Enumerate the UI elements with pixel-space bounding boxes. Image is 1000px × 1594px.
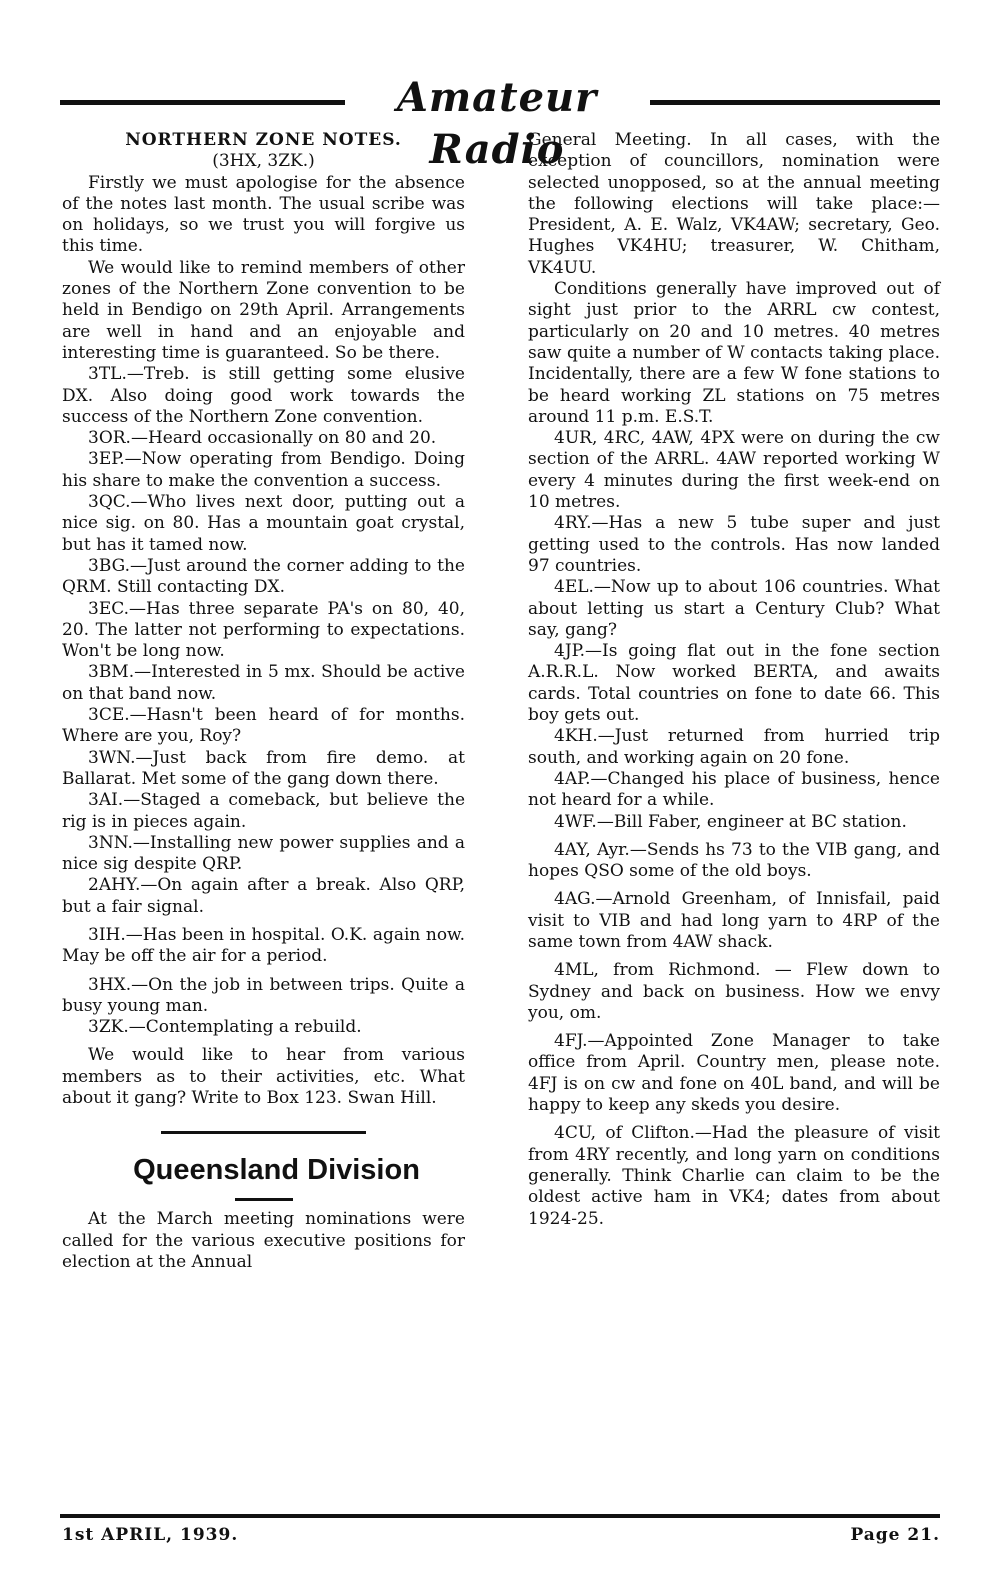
- paragraph: 4AP.—Changed his place of business, hence not heard for a while.: [528, 768, 940, 811]
- masthead-title: Amateur Radio: [396, 74, 598, 173]
- left-column: [62, 130, 465, 1273]
- paragraph: 4FJ.—Appointed Zone Manager to take office from April. Country men, please note. 4FJ is on cw and fone on 40L band, and will be happy to keep any skeds you desire.: [528, 1031, 940, 1116]
- paragraph: Firstly we must apologise for the absence of the notes last month. The usual scribe was on holidays, so we trust you will forgive us this time.: [62, 172, 465, 257]
- paragraph: 3ZK.—Contemplating a rebuild.: [88, 1017, 362, 1038]
- paragraph: 3QC.—Who lives next door, putting out a nice sig. on 80. Has a mountain goat crystal, but has it tamed now.: [62, 492, 465, 555]
- section-heading: NORTHERN ZONE NOTES.: [125, 130, 402, 150]
- paragraph: At the March meeting nominations were called for the various executive positions for election at the Annual: [62, 1209, 465, 1272]
- paragraph: 4UR, 4RC, 4AW, 4PX were on during the cw section of the ARRL. 4AW reported working W every 4 minutes during the first week-end on 10 metres.: [528, 428, 940, 513]
- paragraph: 4KH.—Just returned from hurried trip south, and working again on 20 fone.: [528, 726, 940, 768]
- footer-date: 1st APRIL, 1939.: [62, 1525, 239, 1545]
- paragraph: General Meeting. In all cases, with the exception of councillors, nomination were selected unopposed, so at the annual meeting the following elections will take place:—President, A. E. Walz, VK4AW; secretary, Geo. Hughes VK4HU; treasurer, W. Chitham, VK4UU.: [528, 130, 940, 278]
- paragraph: 4JP.—Is going flat out in the fone section A.R.R.L. Now worked BERTA, and awaits cards. Total countries on fone to date 66. This boy gets out.: [528, 641, 940, 726]
- paragraph: 3EC.—Has three separate PA's on 80, 40, 20. The latter not performing to expectations. Won't be long now.: [62, 598, 465, 662]
- paragraph: 4RY.—Has a new 5 tube super and just getting used to the controls. Has now landed 97 countries.: [528, 513, 940, 576]
- paragraph: 4WF.—Bill Faber, engineer at BC station.: [554, 811, 907, 832]
- right-column: [528, 130, 940, 1230]
- paragraph: 4EL.—Now up to about 106 countries. What about letting us start a Century Club? What say, gang?: [528, 577, 940, 640]
- paragraph: 3BG.—Just around the corner adding to the QRM. Still contacting DX.: [62, 555, 465, 598]
- masthead-rule-right: [650, 100, 940, 105]
- paragraph: 3EP.—Now operating from Bendigo. Doing his share to make the convention a success.: [62, 449, 465, 491]
- paragraph: Conditions generally have improved out of sight just prior to the ARRL cw contest, particularly on 20 and 10 metres. 40 metres saw quite a number of W contacts taking place. Incidentally, there are a few W fone stations to be heard working ZL stations on 75 metres around 11 p.m. E.S.T.: [528, 279, 940, 427]
- paragraph: 3TL.—Treb. is still getting some elusive DX. Also doing good work towards the success of the Northern Zone convention.: [62, 364, 465, 427]
- paragraph: 3CE.—Hasn't been heard of for months. Where are you, Roy?: [62, 705, 465, 747]
- paragraph: 3WN.—Just back from fire demo. at Ballarat. Met some of the gang down there.: [62, 747, 465, 789]
- paragraph: 3IH.—Has been in hospital. O.K. again now. May be off the air for a period.: [62, 924, 465, 967]
- paragraph: 2AHY.—On again after a break. Also QRP, but a fair signal.: [62, 875, 465, 917]
- paragraph: 4AY, Ayr.—Sends hs 73 to the VIB gang, and hopes QSO some of the old boys.: [528, 839, 940, 882]
- paragraph: 3NN.—Installing new power supplies and a nice sig despite QRP.: [62, 832, 465, 875]
- paragraph: 3BM.—Interested in 5 mx. Should be active on that band now.: [62, 662, 465, 704]
- section-separator: [161, 1131, 366, 1134]
- paragraph: 4ML, from Richmond. — Flew down to Sydney and back on business. How we envy you, om.: [528, 960, 940, 1023]
- section-subheading: (3HX, 3ZK.): [212, 151, 315, 172]
- paragraph: We would like to hear from various members as to their activities, etc. What about it gang? Write to Box 123. Swan Hill.: [62, 1045, 465, 1109]
- footer-rule: [60, 1514, 940, 1518]
- paragraph: 3OR.—Heard occasionally on 80 and 20.: [88, 428, 437, 449]
- paragraph: 4AG.—Arnold Greenham, of Innisfail, paid visit to VIB and had long yarn to 4RP of the same town from 4AW shack.: [528, 889, 940, 952]
- queensland-division-title: Queensland Division: [133, 1154, 420, 1187]
- paragraph: 4CU, of Clifton.—Had the pleasure of visit from 4RY recently, and long yarn on conditions generally. Think Charlie can claim to be the oldest active ham in VK4; dates from about 1924-25.: [528, 1123, 940, 1229]
- paragraph: 3HX.—On the job in between trips. Quite a busy young man.: [62, 974, 465, 1016]
- paragraph: We would like to remind members of other zones of the Northern Zone convention to be held in Bendigo on 29th April. Arrangements are well in hand and an enjoyable and interesting time is guaranteed. So be there.: [62, 257, 465, 363]
- paragraph: 3AI.—Staged a comeback, but believe the rig is in pieces again.: [62, 790, 465, 832]
- footer-page-number: Page 21.: [850, 1525, 940, 1545]
- masthead-rule-left: [60, 100, 345, 105]
- title-underline: [235, 1198, 293, 1201]
